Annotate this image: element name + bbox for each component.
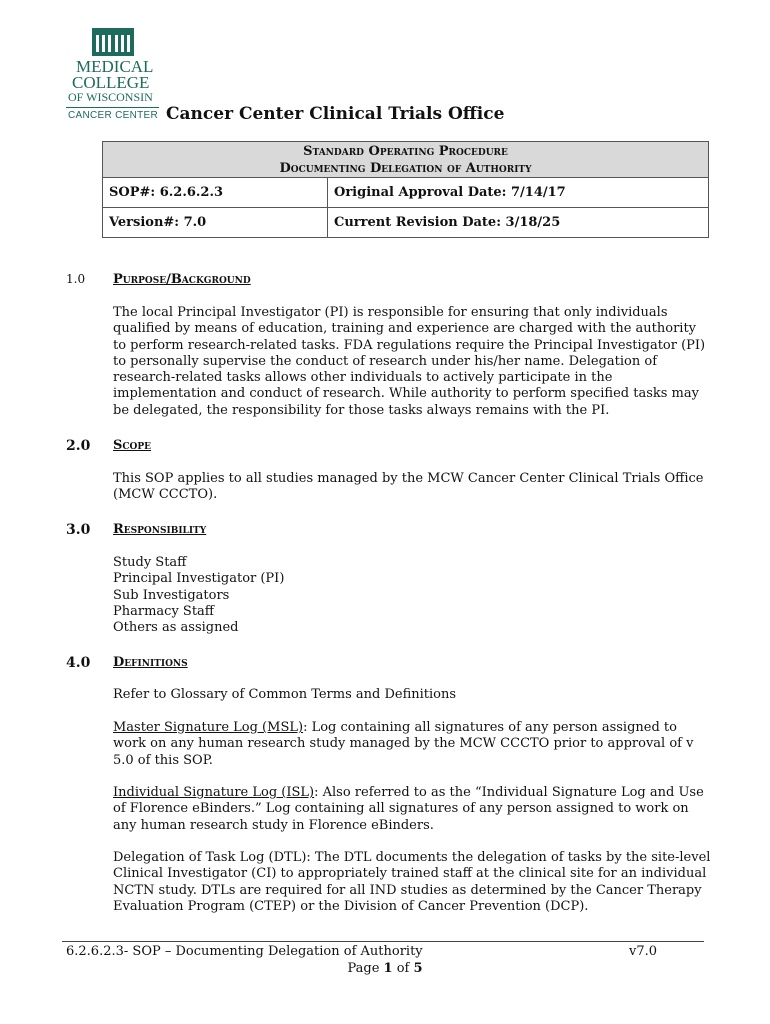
definition-dtl: [113, 850, 713, 915]
scope-paragraph: This SOP applies to all studies managed by the MCW Cancer Center Clinical Trials Office (MCW CCCTO).: [113, 471, 704, 503]
section-title: Definitions: [113, 655, 188, 670]
list-item: Pharmacy Staff: [113, 603, 215, 619]
page-total: 5: [413, 961, 423, 976]
logo-text-wisconsin: OF WISCONSIN: [68, 90, 153, 104]
list-item: Study Staff: [113, 555, 187, 570]
logo-text-college: COLLEGE: [72, 73, 150, 92]
list-item: Others as assigned: [113, 620, 239, 636]
current-revision-date: Current Revision Date: 3/18/25: [328, 208, 709, 238]
definition-term: Master Signature Log (MSL): [113, 720, 304, 735]
sop-number: SOP#: 6.2.6.2.3: [103, 178, 328, 208]
version-number: Version#: 7.0: [103, 208, 328, 238]
footer-document-id: 6.2.6.2.3- SOP – Documenting Delegation of Authority: [66, 944, 423, 959]
section-number: 2.0: [66, 438, 91, 454]
section-number: 4.0: [66, 655, 91, 671]
sop-header-table: [102, 141, 709, 238]
sop-table-heading: [103, 142, 709, 178]
section-title: Responsibility: [113, 522, 207, 537]
definitions-intro: Refer to Glossary of Common Terms and Definitions: [113, 687, 457, 702]
section-number: 3.0: [66, 522, 91, 538]
definition-text: : Log containing all signatures of any person assigned to work on any human research study managed by the MCW CCCTO prior to approval of v 5.0 of this SOP.: [113, 720, 694, 768]
purpose-paragraph: The local Principal Investigator (PI) is responsible for ensuring that only individuals qualified by means of education, training and experience are charged with the authority to perform research-related tasks. FDA regulations require the Principal Investigator (PI) to personally supervise the conduct of research under his/her name. Delegation of research-related tasks allows other individuals to actively participate in the implementation and conduct of research. While authority to perform specified tasks may be delegated, the responsibility for those tasks always remains with the PI.: [113, 305, 706, 418]
page-mid: of: [392, 961, 414, 976]
list-item: Principal Investigator (PI): [113, 571, 285, 587]
page-current: 1: [383, 961, 393, 976]
definition-isl: [113, 785, 713, 834]
page-prefix: Page: [347, 961, 384, 976]
office-title: Cancer Center Clinical Trials Office: [166, 104, 505, 124]
definition-msl: [113, 720, 713, 769]
heading-line-2: Documenting Delegation of Authority: [279, 160, 532, 176]
logo-text-cancer-center: CANCER CENTER: [68, 110, 159, 121]
logo-divider: [66, 107, 159, 108]
logo-text-medical: MEDICAL: [76, 57, 154, 76]
responsibility-list: [113, 555, 713, 636]
definition-term: Individual Signature Log (ISL): [113, 785, 315, 800]
heading-line-1: Standard Operating Procedure: [303, 143, 508, 159]
footer-version: v7.0: [629, 944, 658, 959]
section-title: Purpose/Background: [113, 272, 251, 287]
original-approval-date: Original Approval Date: 7/14/17: [328, 178, 709, 208]
section-title: Scope: [113, 438, 152, 453]
list-item: Sub Investigators: [113, 587, 230, 603]
section-number: 1.0: [66, 272, 86, 286]
definition-text: : Also referred to as the “Individual Signature Log and Use of Florence eBinders.” Log containing all signatures of any person assigned to work on any human research study in Florence eBinders.: [113, 785, 704, 833]
footer-divider: [62, 941, 704, 942]
building-icon: [90, 28, 136, 58]
definition-text: Delegation of Task Log (DTL): The DTL documents the delegation of tasks by the site-level Clinical Investigator (CI) to appropriately trained staff at the clinical site for an individual NCTN study. DTLs are required for all IND studies as determined by the Cancer Therapy Evaluation Program (CTEP) or the Division of Cancer Prevention (DCP).: [113, 850, 711, 914]
page-number: [0, 961, 770, 976]
